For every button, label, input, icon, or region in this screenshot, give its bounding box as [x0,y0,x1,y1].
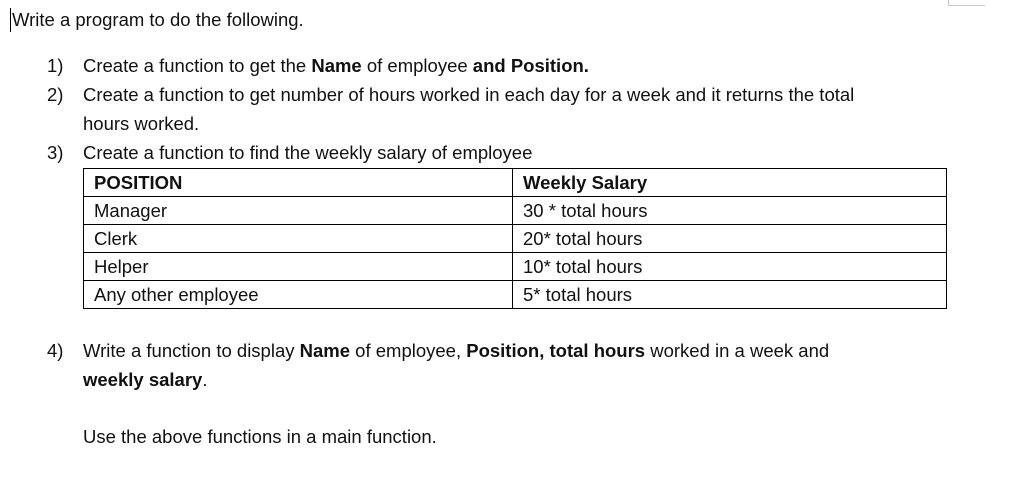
table-row [84,253,947,281]
list-text: Create a function to get number of hours worked in each day for a week and it returns the total hours worked. [83,84,855,134]
list-text: Create a function to get the Name of employee and Position. [83,55,589,76]
table-cell: 20* total hours [513,225,947,253]
table-header: POSITION [84,169,513,197]
intro-text: Write a program to do the following. [12,9,304,30]
table-cell: Manager [84,197,513,225]
page-corner-marker [948,0,985,6]
list-number: 4) [47,340,64,361]
table-row [84,225,947,253]
salary-table [83,168,947,309]
list-number: 3) [47,142,64,163]
table-header-row [84,169,947,197]
footer-text: Use the above functions in a main function. [83,426,437,447]
table-header: Weekly Salary [513,169,947,197]
list-number: 1) [47,55,64,76]
table-cell: 30 * total hours [513,197,947,225]
table-cell: 5* total hours [513,281,947,309]
table-cell: 10* total hours [513,253,947,281]
table-cell: Helper [84,253,513,281]
table-row [84,197,947,225]
table-cell: Clerk [84,225,513,253]
list-text: Write a function to display Name of employee, Position, total hours worked in a week and weekly salary. [83,340,830,390]
list-number: 2) [47,84,64,105]
table-row [84,281,947,309]
text-cursor [10,8,11,32]
table-cell: Any other employee [84,281,513,309]
list-text: Create a function to find the weekly salary of employee [83,142,533,163]
